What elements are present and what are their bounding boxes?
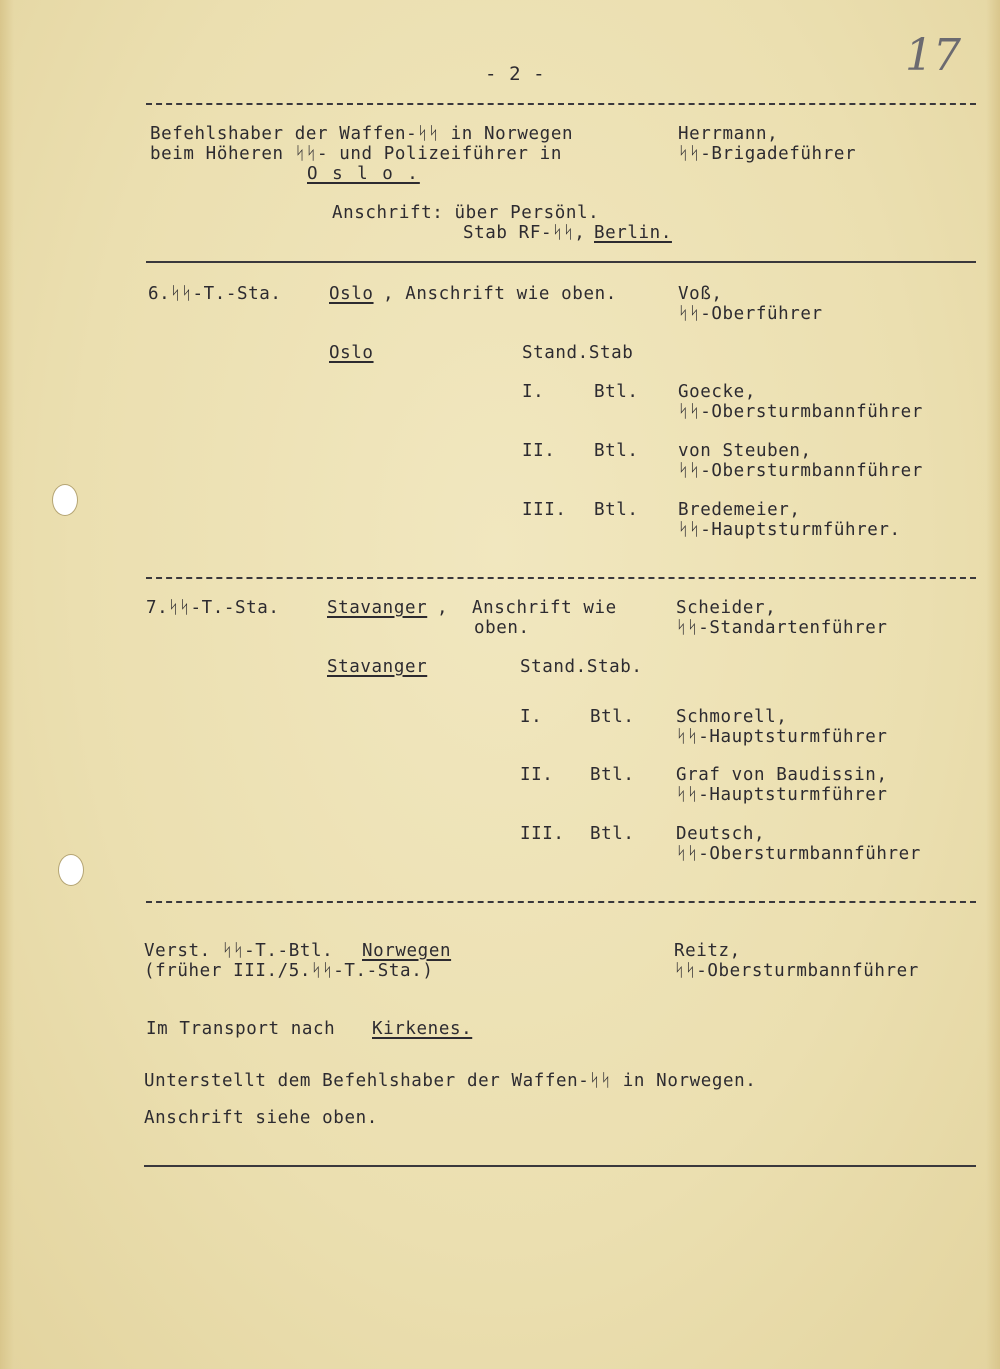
unit7-btl1-rank: ᛋᛋ-Hauptsturmführer [676,727,888,747]
transport-prefix: Im Transport nach [146,1019,336,1039]
unit6-btl1-num: I. [522,382,545,402]
unit6-address: , Anschrift wie oben. [383,284,617,304]
unit6-commander-name: Voß, [678,284,723,304]
unit6-btl1-name: Goecke, [678,382,756,402]
unit7-place-comma: , [437,598,449,618]
unit7-btl1-name: Schmorell, [676,707,788,727]
unit6-btl2-num: II. [522,441,556,461]
subordination-note: Unterstellt dem Befehlshaber der Waffen-ᛋᛋ in Norwegen. [144,1071,757,1091]
page-edge-right [986,0,1000,1369]
unit7-commander-rank: ᛋᛋ-Standartenführer [676,618,888,638]
unit7-garrison: Stavanger [327,657,428,677]
bottom-rule [144,1165,976,1167]
reinforced-unit-label: Verst. ᛋᛋ-T.-Btl. [144,941,334,961]
unit7-btl3-num: III. [520,824,565,844]
unit6-btl3-num: III. [522,500,567,520]
reinforced-unit-place: Norwegen [362,941,452,961]
unit7-btl3-label: Btl. [590,824,635,844]
punch-hole-lower [58,854,84,886]
unit7-place: Stavanger [327,598,428,618]
unit6-btl3-name: Bredemeier, [678,500,801,520]
unit6-btl2-label: Btl. [594,441,639,461]
unit7-btl3-rank: ᛋᛋ-Obersturmbannführer [676,844,921,864]
header-title-line1: Befehlshaber der Waffen-ᛋᛋ in Norwegen [150,124,574,144]
transport-place: Kirkenes. [372,1019,473,1039]
unit7-commander-name: Scheider, [676,598,777,618]
unit6-place: Oslo [329,284,374,304]
unit6-garrison: Oslo [329,343,374,363]
section-rule-2 [146,577,976,579]
page-edge-left [0,0,14,1369]
unit6-btl3-rank: ᛋᛋ-Hauptsturmführer. [678,520,901,540]
unit7-address-line1: Anschrift wie [472,598,617,618]
unit6-commander-rank: ᛋᛋ-Oberführer [678,304,823,324]
header-address-line2: Stab RF-ᛋᛋ, [463,223,586,243]
reinforced-unit-former: (früher III./5.ᛋᛋ-T.-Sta.) [144,961,434,981]
header-place: O s l o . [307,164,420,184]
header-title-line2: beim Höheren ᛋᛋ- und Polizeiführer in [150,144,562,164]
header-address-city: Berlin. [594,223,672,243]
header-commander-name: Herrmann, [678,124,779,144]
unit6-btl3-label: Btl. [594,500,639,520]
unit7-btl2-name: Graf von Baudissin, [676,765,888,785]
unit6-stab: Stand.Stab [522,343,634,363]
header-commander-rank: ᛋᛋ-Brigadeführer [678,144,857,164]
unit7-btl2-label: Btl. [590,765,635,785]
punch-hole-upper [52,484,78,516]
unit7-address-line2: oben. [474,618,530,638]
unit7-btl2-num: II. [520,765,554,785]
unit6-label: 6.ᛋᛋ-T.-Sta. [148,284,282,304]
unit7-btl1-label: Btl. [590,707,635,727]
unit6-btl2-rank: ᛋᛋ-Obersturmbannführer [678,461,923,481]
address-note: Anschrift siehe oben. [144,1108,378,1128]
reinforced-commander-rank: ᛋᛋ-Obersturmbannführer [674,961,919,981]
section-rule-1 [146,261,976,263]
section-rule-3 [146,901,976,903]
page-number: - 2 - [485,63,546,85]
header-address-line1: Anschrift: über Persönl. [332,203,600,223]
unit7-stab: Stand.Stab. [520,657,643,677]
unit7-btl3-name: Deutsch, [676,824,766,844]
unit6-btl1-label: Btl. [594,382,639,402]
unit6-btl1-rank: ᛋᛋ-Obersturmbannführer [678,402,923,422]
reinforced-commander-name: Reitz, [674,941,741,961]
unit7-btl1-num: I. [520,707,543,727]
top-rule [146,103,976,105]
handwritten-folio-number: 17 [905,30,961,81]
unit7-label: 7.ᛋᛋ-T.-Sta. [146,598,280,618]
unit6-btl2-name: von Steuben, [678,441,812,461]
unit7-btl2-rank: ᛋᛋ-Hauptsturmführer [676,785,888,805]
